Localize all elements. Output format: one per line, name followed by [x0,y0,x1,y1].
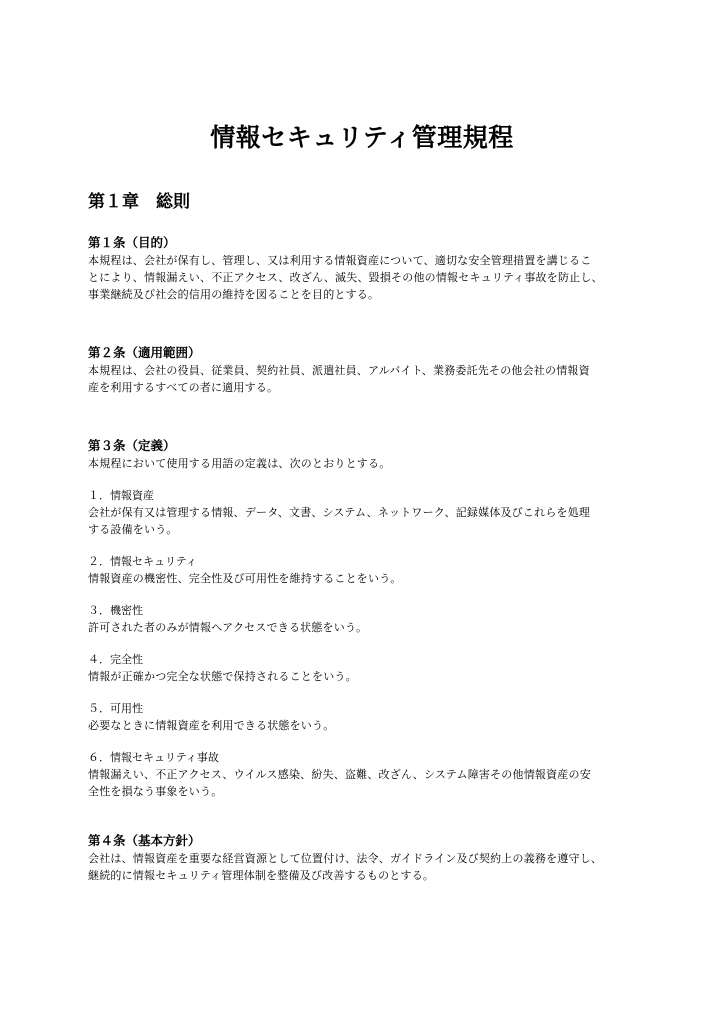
article-2-line: 産を利用するすべての者に適用する。 [88,381,279,394]
article-2-heading: 第２条（適用範囲） [88,345,201,360]
article-4-line: 会社は、情報資産を重要な経営資源として位置付け、法令、ガイドライン及び契約上の義務を遵守し、 [88,852,603,865]
definition-term: １．情報資産 [88,489,154,502]
definition-item [88,749,648,800]
definition-text: 許可された者のみが情報へアクセスできる状態をいう。 [88,621,368,634]
definition-text: 会社が保有又は管理する情報、データ、文書、システム、ネットワーク、記録媒体及びこれらを処理 [88,506,591,519]
definition-text: 情報資産の機密性、完全性及び可用性を維持することをいう。 [88,572,402,585]
definition-term: ５．可用性 [88,702,143,715]
definition-text: 情報が正確かつ完全な状態で保持されることをいう。 [88,670,357,683]
article-4 [88,832,648,884]
chapter-heading: 第１章 総則 [88,192,190,212]
article-3-heading: 第３条（定義） [88,438,176,453]
document-title: 情報セキュリティ管理規程 [210,122,514,152]
article-2 [88,344,648,396]
definition-text: する設備をいう。 [88,523,178,536]
definition-term: ６．情報セキュリティ事故 [88,751,219,764]
article-3-intro: 本規程において使用する用語の定義は、次のとおりとする。 [88,457,391,470]
article-1-line: 本規程は、会社が保有し、管理し、又は利用する情報資産について、適切な安全管理措置を講じるこ [88,254,592,267]
article-2-line: 本規程は、会社の役員、従業員、契約社員、派遣社員、アルバイト、業務委託先その他会社の情報資 [88,364,590,377]
article-1 [88,234,648,303]
definition-item [88,487,648,538]
definition-text: 必要なときに情報資産を利用できる状態をいう。 [88,719,335,732]
definition-item [88,553,648,587]
article-4-heading: 第４条（基本方針） [88,833,201,848]
definition-term: ３．機密性 [88,604,143,617]
article-3 [88,437,648,800]
definition-item [88,651,648,685]
article-1-line: 事業継続及び社会的信用の維持を図ることを目的とする。 [88,288,380,301]
article-4-line: 継続的に情報セキュリティ管理体制を整備及び改善するものとする。 [88,869,435,882]
article-1-line: とにより、情報漏えい、不正アクセス、改ざん、滅失、毀損その他の情報セキュリティ事故を防止し、 [88,271,603,284]
definition-term: ４．完全性 [88,653,143,666]
definition-item [88,700,648,734]
definition-item [88,602,648,636]
article-1-heading: 第１条（目的） [88,235,176,250]
definition-term: ２．情報セキュリティ [88,555,197,568]
definition-text: 全性を損なう事象をいう。 [88,785,223,798]
definition-text: 情報漏えい、不正アクセス、ウイルス感染、紛失、盗難、改ざん、システム障害その他情報資産の安 [88,768,591,781]
